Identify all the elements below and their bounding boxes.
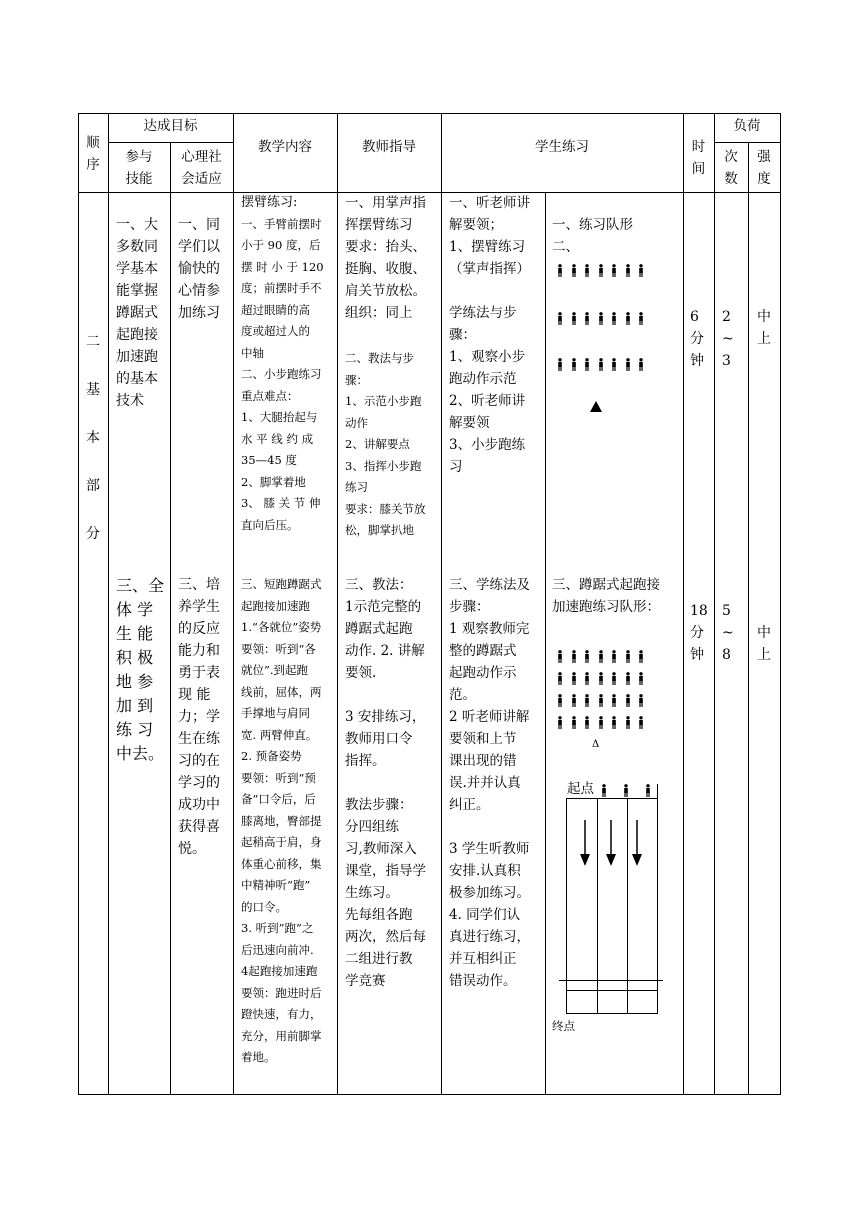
table-bottom-border <box>78 1094 781 1095</box>
student-figure-icon <box>597 692 605 705</box>
row2-time: 18 分 钟 <box>690 603 708 663</box>
header-intensity: 强 度 <box>757 149 771 187</box>
student-figure-icon <box>556 310 564 323</box>
student-figure-icon <box>556 356 564 369</box>
student-figure-icon <box>556 714 564 727</box>
student-figure-icon <box>583 692 591 705</box>
header-skill: 参与 技能 <box>125 149 153 187</box>
row1-teacher-method: 二、教法与步 骤： 1、示范小步跑 动作 2、讲解要点 3、指挥小步跑 练习 要求：膝关节放 松，脚掌扒地 <box>345 351 426 537</box>
col-divider-order <box>108 113 109 1095</box>
row1-skill: 一、大 多数同 学基本 能掌握 蹲踞式 起跑接 加速跑 的基本 技术 <box>116 217 158 409</box>
row2-intensity: 中 上 <box>757 625 771 663</box>
row2-formation-row-2 <box>556 670 645 683</box>
student-figure-icon <box>597 310 605 323</box>
row2-count: 5 ~ 8 <box>722 603 734 663</box>
col-divider-student <box>683 113 684 1095</box>
student-figure-icon <box>610 356 618 369</box>
student-figure-icon <box>570 262 578 275</box>
student-figure-icon <box>624 714 632 727</box>
table-top-border <box>78 113 781 114</box>
student-figure-icon <box>600 782 608 795</box>
header-psych: 心理社 会适应 <box>181 149 222 187</box>
student-figure-icon <box>637 310 645 323</box>
row1-teacher-triangle-icon <box>590 401 602 412</box>
lane-bottom-line <box>566 1013 658 1014</box>
student-figure-icon <box>583 670 591 683</box>
row2-finish-label: 终点 <box>552 1019 575 1033</box>
student-figure-icon <box>624 310 632 323</box>
student-figure-icon <box>556 648 564 661</box>
row1-diagram-text: 一、练习队形 二、 <box>552 217 633 255</box>
student-figure-icon <box>570 356 578 369</box>
student-figure-icon <box>570 310 578 323</box>
student-figure-icon <box>570 648 578 661</box>
student-figure-icon <box>610 692 618 705</box>
lane-arrow-icon-2 <box>605 820 617 866</box>
row1-count: 2 ~ 3 <box>722 309 734 369</box>
finish-line-2 <box>566 990 658 991</box>
header-order: 顺 序 <box>86 135 100 173</box>
student-figure-icon <box>597 714 605 727</box>
lane-arrow-icon-1 <box>579 820 591 866</box>
lane-arrow-icon-3 <box>631 820 643 866</box>
lane-border-left <box>566 798 567 1014</box>
row2-formation-row-4 <box>556 714 645 727</box>
student-figure-icon <box>637 692 645 705</box>
student-figure-icon <box>610 714 618 727</box>
row2-teacher: 三、教法： 1示范完整的 蹲踞式起跑 动作. 2. 讲解 要领. 3 安排练习， 教师用口令 指挥。 教法步骤： 分四组练 习,教师深入 课堂，指导学 生练习。 先每组各跑 两次，然后每 二组进行教 学竞赛 <box>345 577 426 989</box>
student-figure-icon <box>556 692 564 705</box>
row1-psych: 一、同 学们以 愉快的 心情参 加练习 <box>178 217 220 321</box>
student-figure-icon <box>583 310 591 323</box>
student-figure-icon <box>556 670 564 683</box>
row1-content: 摆臂练习: 一、手臂前摆时 小于 90 度，后 摆 时 小 于 120 度；前摆时手不 超过眼睛的高 度或超过人的 中轴 二、小步跑练习 重点难点： 1、大腿抬起与 水 平 线 约 成 35—45 度 2、脚掌着地 3、 膝 关 节 伸 直向后压。 <box>241 195 324 532</box>
col-divider-skill <box>170 142 171 1095</box>
student-figure-icon <box>570 714 578 727</box>
student-figure-icon <box>637 670 645 683</box>
student-figure-icon <box>610 310 618 323</box>
row2-student: 三、学练法及 步骤： 1 观察教师完 整的蹲踞式 起跑动作示 范。 2 听老师讲解 要领和上节 课出现的错 误.并并认真 纠正。 3 学生听教师 安排.认真积 极参加练习。 4. 同学们认 真进行练习， 并互相纠正 错误动作。 <box>449 577 530 989</box>
student-figure-icon <box>583 648 591 661</box>
student-figure-icon <box>610 262 618 275</box>
row2-psych: 三、培 养学生 的反应 能力和 勇于表 现 能 力；学 生在练 习的在 学习的 成功中 获得喜 悦。 <box>178 577 220 857</box>
student-figure-icon <box>624 648 632 661</box>
student-figure-icon <box>637 262 645 275</box>
row1-formation-row-2 <box>556 310 645 323</box>
col-divider-goals <box>233 113 234 1095</box>
header-load: 负荷 <box>733 118 761 134</box>
section-label: 二 基 本 部 分 <box>86 334 100 542</box>
header-count: 次 数 <box>724 149 738 187</box>
row2-content: 三、短跑蹲踞式 起跑接加速跑 1.“各就位”姿势 要领：听到“各 就位”.到起跑 线前，屈体，两 手撑地与肩同 宽. 两臂伸直。 2. 预备姿势 要领：听到“预 备”口令后，后 膝离地，臀部提 起稍高于肩，身 体重心前移，集 中精神听“跑” 的口令。 3. 听到”跑”之 后迅速向前冲. 4起跑接加速跑 要领：跑进时后 蹬快速，有力， 充分，用前脚掌 着地。 <box>241 577 322 1064</box>
student-figure-icon <box>556 262 564 275</box>
student-figure-icon <box>597 670 605 683</box>
student-figure-icon <box>624 692 632 705</box>
student-figure-icon <box>583 714 591 727</box>
row2-start-label: 起点 <box>567 781 594 797</box>
student-figure-icon <box>570 692 578 705</box>
student-figure-icon <box>644 782 652 795</box>
row2-formation-row-3 <box>556 692 645 705</box>
header-content: 教学内容 <box>258 139 312 155</box>
student-figure-icon <box>637 714 645 727</box>
lane-divider-2 <box>627 798 628 1014</box>
student-figure-icon <box>624 356 632 369</box>
table-left-border <box>78 113 79 1095</box>
student-figure-icon <box>597 262 605 275</box>
student-figure-icon <box>622 782 630 795</box>
student-figure-icon <box>583 356 591 369</box>
row2-formation-row-1 <box>556 648 645 661</box>
student-figure-icon <box>624 670 632 683</box>
student-figure-icon <box>597 356 605 369</box>
student-figure-icon <box>583 262 591 275</box>
header-student: 学生练习 <box>535 139 589 155</box>
header-teacher: 教师指导 <box>362 139 416 155</box>
header-bottom-border <box>78 192 781 193</box>
col-divider-content <box>337 113 338 1095</box>
col-divider-count <box>748 142 749 1095</box>
lane-top-line <box>566 798 658 799</box>
row1-student: 一、听老师讲 解要领； 1、摆臂练习 （掌声指挥） 学练法与步 骤： 1、观察小步 跑动作示范 2、听老师讲 解要领 3、小步跑练 习 <box>449 195 530 475</box>
student-figure-icon <box>624 262 632 275</box>
header-goals: 达成目标 <box>143 118 198 134</box>
col-divider-time <box>714 113 715 1095</box>
header-time: 时 间 <box>691 139 706 177</box>
row1-time: 6 分 钟 <box>690 309 704 369</box>
lane-divider-1 <box>597 798 598 1014</box>
table-right-border <box>780 113 781 1095</box>
row2-skill: 三、全 体 学 生 能 积 极 地 参 加 到 练 习 中去。 <box>116 576 165 763</box>
row2-diagram-title: 三、蹲踞式起跑接 加速跑练习队形： <box>552 577 660 615</box>
finish-line <box>559 980 663 981</box>
row1-intensity: 中 上 <box>757 309 771 347</box>
col-divider-student-diagram <box>545 192 546 1095</box>
student-figure-icon <box>637 356 645 369</box>
student-figure-icon <box>610 670 618 683</box>
col-divider-teacher <box>441 113 442 1095</box>
student-figure-icon <box>610 648 618 661</box>
row1-teacher-guidance: 一、用掌声指 挥摆臂练习 要求：抬头、 挺胸、收腹、 肩关节放松。 组织：同上 <box>345 195 426 321</box>
student-figure-icon <box>597 648 605 661</box>
row2-teacher-delta: Δ <box>592 739 600 750</box>
student-figure-icon <box>570 670 578 683</box>
row2-start-runners <box>600 782 652 795</box>
row1-formation-row-3 <box>556 356 645 369</box>
student-figure-icon <box>637 648 645 661</box>
row1-formation-row-1 <box>556 262 645 275</box>
